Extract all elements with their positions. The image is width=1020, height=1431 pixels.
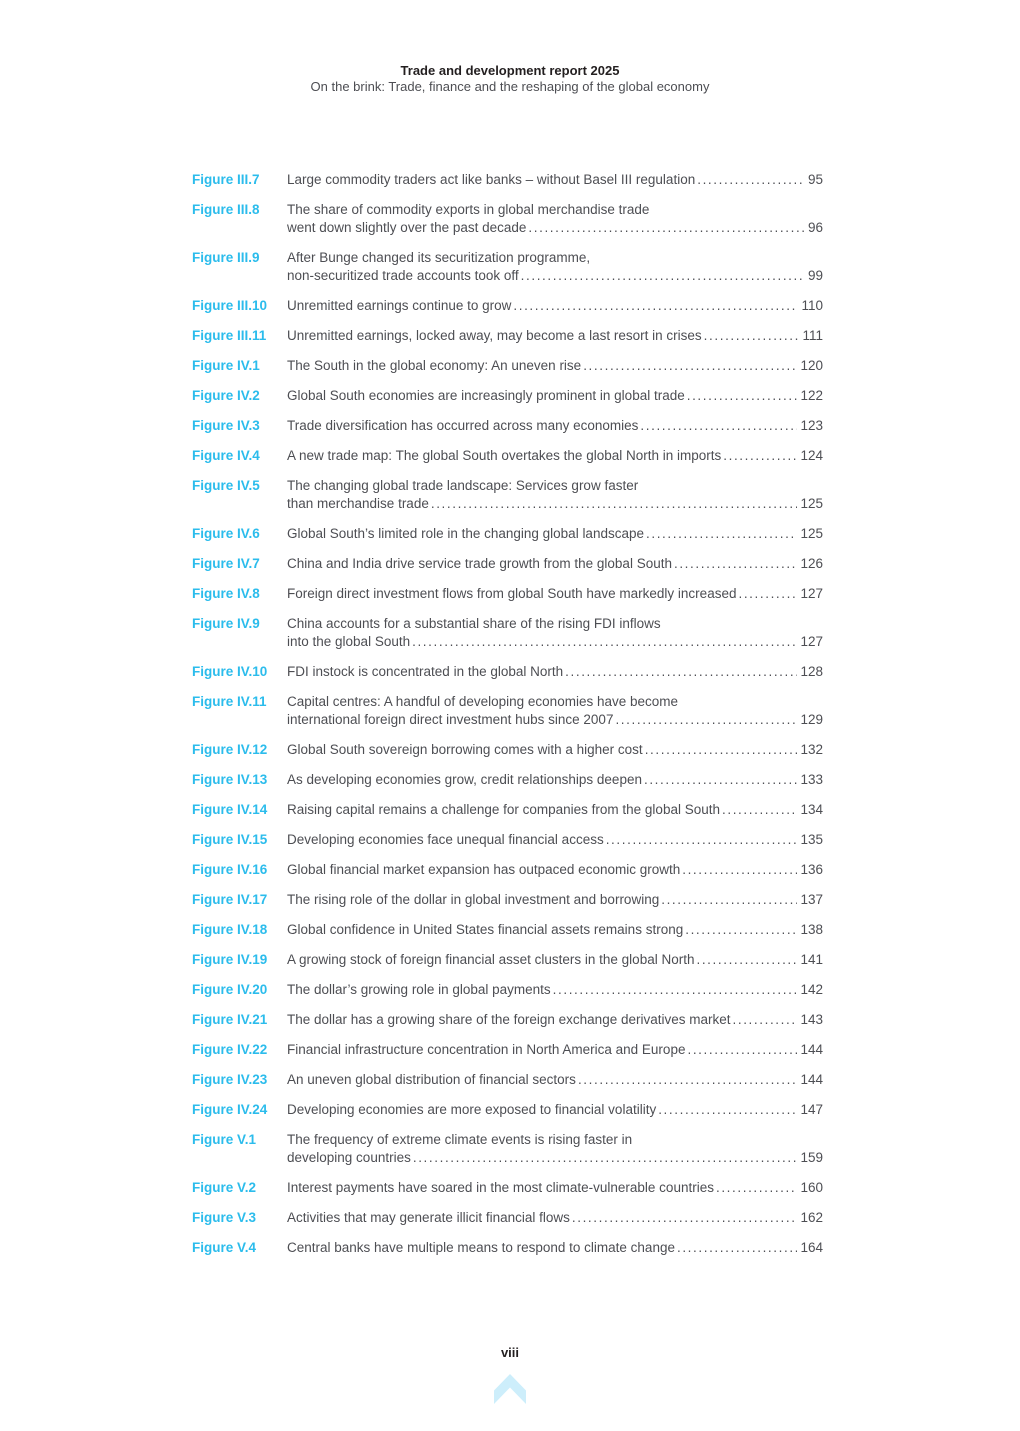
figure-entry-body	[287, 801, 823, 819]
page-ref: 142	[800, 982, 823, 997]
figure-label: Figure IV.8	[192, 586, 260, 601]
figure-entry-body	[287, 771, 823, 789]
figure-title-lastline	[287, 1179, 823, 1197]
figure-label: Figure IV.24	[192, 1102, 268, 1117]
figure-title-lastline	[287, 525, 823, 543]
figure-title-line: Global confidence in United States financial assets remains strong	[287, 922, 684, 937]
figure-title-line: Activities that may generate illicit financial flows	[287, 1210, 570, 1225]
figure-title-line: Developing economies are more exposed to financial volatility	[287, 1102, 657, 1117]
figure-entry-body	[287, 741, 823, 759]
figure-title-lastline	[287, 327, 823, 345]
toc-entry[interactable]	[192, 663, 823, 681]
toc-entry[interactable]	[192, 1179, 823, 1197]
figure-entry-body	[287, 417, 823, 435]
figure-title-line: A new trade map: The global South overtakes the global North in imports	[287, 448, 722, 463]
toc-entry[interactable]	[192, 1071, 823, 1089]
figure-title-line: non-securitized trade accounts took off	[287, 268, 519, 283]
dot-leader	[576, 1071, 798, 1089]
figure-title-lastline	[287, 771, 823, 789]
report-subtitle: On the brink: Trade, finance and the reshaping of the global economy	[310, 79, 710, 94]
figure-title-lastline	[287, 663, 823, 681]
figure-title-line: Raising capital remains a challenge for companies from the global South	[287, 802, 720, 817]
figure-label: Figure IV.11	[192, 694, 267, 709]
figure-title-lastline	[287, 447, 823, 465]
figure-label: Figure IV.6	[192, 526, 260, 541]
figure-entry-body	[287, 951, 823, 969]
dot-leader	[680, 861, 797, 879]
figure-entry-body	[287, 1011, 823, 1029]
figure-entry-body	[287, 831, 823, 849]
figure-title-lastline	[287, 921, 823, 939]
page-ref: 125	[800, 526, 823, 541]
figure-entry-body	[287, 1071, 823, 1089]
toc-entry[interactable]	[192, 771, 823, 789]
dot-leader	[643, 741, 798, 759]
figure-title-line: The dollar has a growing share of the foreign exchange derivatives market	[287, 1012, 731, 1027]
dot-leader	[736, 585, 797, 603]
dot-leader	[638, 417, 797, 435]
figure-title-line: Unremitted earnings continue to grow	[287, 298, 512, 313]
figure-label: Figure IV.10	[192, 664, 268, 679]
figure-title-line: Interest payments have soared in the most climate-vulnerable countries	[287, 1180, 714, 1195]
dot-leader	[604, 831, 798, 849]
figure-label: Figure IV.18	[192, 922, 268, 937]
report-title: Trade and development report 2025	[400, 63, 620, 78]
page-ref: 128	[800, 664, 823, 679]
page-ref: 129	[800, 712, 823, 727]
figure-label: Figure III.7	[192, 172, 260, 187]
dot-leader	[685, 1041, 797, 1059]
figure-entry-body	[287, 249, 823, 285]
page-ref: 133	[800, 772, 823, 787]
figure-title-line: Trade diversification has occurred across many economies	[287, 418, 639, 433]
toc-entry[interactable]	[192, 1209, 823, 1227]
figure-label: Figure IV.12	[192, 742, 268, 757]
toc-entry[interactable]	[192, 447, 823, 465]
figure-entry-body	[287, 1131, 823, 1167]
dot-leader	[410, 633, 797, 651]
toc-entry[interactable]	[192, 417, 823, 435]
dot-leader	[570, 1209, 798, 1227]
figure-title-lastline	[287, 861, 823, 879]
dot-leader	[721, 447, 797, 465]
toc-list	[192, 171, 823, 1269]
page-ref: 141	[800, 952, 823, 967]
figure-title-line: developing countries	[287, 1150, 411, 1165]
figure-title-line: The share of commodity exports in global merchandise trade	[287, 202, 650, 217]
figure-title-line: As developing economies grow, credit relationships deepen	[287, 772, 642, 787]
page-ref: 126	[800, 556, 823, 571]
page-ref: 164	[800, 1240, 823, 1255]
page-ref: 138	[800, 922, 823, 937]
figure-title-line: Central banks have multiple means to respond to climate change	[287, 1240, 675, 1255]
figure-label: Figure IV.4	[192, 448, 260, 463]
figure-entry-body	[287, 171, 823, 189]
figure-title-lastline	[287, 417, 823, 435]
dot-leader	[694, 951, 797, 969]
toc-entry[interactable]	[192, 1041, 823, 1059]
figure-entry-body	[287, 1179, 823, 1197]
page-ref: 120	[800, 358, 823, 373]
figure-title-lastline	[287, 1071, 823, 1089]
toc-entry[interactable]	[192, 1239, 823, 1257]
figure-label: Figure III.11	[192, 328, 267, 343]
page-ref: 144	[800, 1072, 823, 1087]
figure-title-line: An uneven global distribution of financial sectors	[287, 1072, 576, 1087]
page-ref: 144	[800, 1042, 823, 1057]
figure-title-lastline	[287, 1011, 823, 1029]
figure-entry-body	[287, 555, 823, 573]
toc-entry[interactable]	[192, 357, 823, 375]
figure-title-lastline	[287, 297, 823, 315]
figure-entry-body	[287, 447, 823, 465]
page-ref: 160	[800, 1180, 823, 1195]
page-ref: 127	[800, 634, 823, 649]
page-ref: 122	[800, 388, 823, 403]
dot-leader	[642, 771, 798, 789]
page-ref: 136	[800, 862, 823, 877]
figure-title-line: Global financial market expansion has outpaced economic growth	[287, 862, 681, 877]
figure-title-line: Unremitted earnings, locked away, may become a last resort in crises	[287, 328, 702, 343]
figure-title-lastline	[287, 711, 823, 729]
toc-entry[interactable]	[192, 249, 823, 285]
figure-label: Figure IV.17	[192, 892, 268, 907]
page-ref: 137	[800, 892, 823, 907]
figure-title-line: went down slightly over the past decade	[287, 220, 527, 235]
figure-title-line: A growing stock of foreign financial asset clusters in the global North	[287, 952, 695, 967]
page-ref: 127	[800, 586, 823, 601]
figure-title-lastline	[287, 633, 823, 651]
figure-title-lastline	[287, 1149, 823, 1167]
figure-title-lastline	[287, 1209, 823, 1227]
figure-title-line: The South in the global economy: An uneven rise	[287, 358, 582, 373]
page-footer	[0, 1344, 1020, 1362]
toc-entry[interactable]	[192, 861, 823, 879]
figure-label: Figure III.9	[192, 250, 260, 265]
figure-title-line: The frequency of extreme climate events is rising faster in	[287, 1132, 633, 1147]
dot-leader	[702, 327, 800, 345]
dot-leader	[720, 801, 797, 819]
figure-label: Figure IV.16	[192, 862, 268, 877]
figure-label: Figure III.8	[192, 202, 260, 217]
figure-title-line: China accounts for a substantial share of the rising FDI inflows	[287, 616, 661, 631]
figure-label: Figure IV.7	[192, 556, 260, 571]
toc-entry[interactable]	[192, 555, 823, 573]
page-ref: 96	[807, 220, 823, 235]
dot-leader	[511, 297, 798, 315]
figure-label: Figure IV.13	[192, 772, 268, 787]
report-header	[0, 63, 1020, 95]
figure-title-lastline	[287, 357, 823, 375]
figure-title-line: Global South sovereign borrowing comes with a higher cost	[287, 742, 643, 757]
dot-leader	[581, 357, 797, 375]
figure-label: Figure IV.20	[192, 982, 268, 997]
page-ref: 162	[800, 1210, 823, 1225]
figure-title-line: Financial infrastructure concentration in North America and Europe	[287, 1042, 686, 1057]
page-ref: 159	[800, 1150, 823, 1165]
dot-leader	[411, 1149, 798, 1167]
figure-entry-body	[287, 861, 823, 879]
figure-entry-body	[287, 327, 823, 345]
figure-title-line: FDI instock is concentrated in the global North	[287, 664, 564, 679]
figure-title-lastline	[287, 1041, 823, 1059]
figure-entry-body	[287, 1041, 823, 1059]
toc-entry[interactable]	[192, 891, 823, 909]
figure-label: Figure IV.19	[192, 952, 268, 967]
figure-title-line: Large commodity traders act like banks – without Basel III regulation	[287, 172, 696, 187]
figure-entry-body	[287, 663, 823, 681]
figure-label: Figure III.10	[192, 298, 268, 313]
figure-entry-body	[287, 585, 823, 603]
toc-entry[interactable]	[192, 585, 823, 603]
figure-title-lastline	[287, 831, 823, 849]
page-ref: 147	[800, 1102, 823, 1117]
page-ref: 135	[800, 832, 823, 847]
figure-label: Figure IV.3	[192, 418, 260, 433]
dot-leader	[656, 1101, 797, 1119]
figure-title-line: Global South’s limited role in the changing global landscape	[287, 526, 644, 541]
toc-entry[interactable]	[192, 387, 823, 405]
figure-entry-body	[287, 477, 823, 513]
toc-entry[interactable]	[192, 327, 823, 345]
dot-leader	[672, 555, 798, 573]
figure-title-lastline	[287, 981, 823, 999]
figure-entry-body	[287, 693, 823, 729]
figure-entry-body	[287, 357, 823, 375]
toc-entry[interactable]	[192, 171, 823, 189]
figure-entry-body	[287, 615, 823, 651]
figure-entry-body	[287, 921, 823, 939]
dot-leader	[429, 495, 798, 513]
dot-leader	[551, 981, 798, 999]
figure-title-line: The changing global trade landscape: Services grow faster	[287, 478, 639, 493]
figure-title-lastline	[287, 585, 823, 603]
figure-title-lastline	[287, 171, 823, 189]
toc-entry[interactable]	[192, 1131, 823, 1167]
figure-label: Figure V.2	[192, 1180, 257, 1195]
figure-title-line: The dollar’s growing role in global payments	[287, 982, 551, 997]
toc-entry[interactable]	[192, 201, 823, 237]
figure-title-lastline	[287, 495, 823, 513]
figure-label: Figure V.3	[192, 1210, 257, 1225]
page-ref: 134	[800, 802, 823, 817]
figure-entry-body	[287, 525, 823, 543]
figure-entry-body	[287, 201, 823, 237]
toc-entry[interactable]	[192, 297, 823, 315]
figure-title-lastline	[287, 219, 823, 237]
dot-leader	[714, 1179, 798, 1197]
page-ref: 125	[800, 496, 823, 511]
page-ref: 123	[800, 418, 823, 433]
page-ref: 110	[801, 298, 823, 313]
figure-title-line: into the global South	[287, 634, 411, 649]
figure-label: Figure IV.5	[192, 478, 260, 493]
page-ref: 143	[800, 1012, 823, 1027]
dot-leader	[683, 921, 797, 939]
figure-entry-body	[287, 297, 823, 315]
toc-entry[interactable]	[192, 741, 823, 759]
figure-title-lastline	[287, 267, 823, 285]
figure-entry-body	[287, 891, 823, 909]
toc-entry[interactable]	[192, 1011, 823, 1029]
figure-label: Figure IV.14	[192, 802, 268, 817]
toc-entry[interactable]	[192, 951, 823, 969]
figure-label: Figure IV.1	[192, 358, 260, 373]
figure-title-lastline	[287, 1239, 823, 1257]
figure-title-line: Global South economies are increasingly prominent in global trade	[287, 388, 685, 403]
figure-title-lastline	[287, 555, 823, 573]
dot-leader	[675, 1239, 798, 1257]
dot-leader	[526, 219, 805, 237]
dot-leader	[685, 387, 798, 405]
figure-title-line: than merchandise trade	[287, 496, 429, 511]
figure-title-line: Developing economies face unequal financial access	[287, 832, 604, 847]
toc-entry[interactable]	[192, 831, 823, 849]
figure-entry-body	[287, 387, 823, 405]
folio-page-number: viii	[500, 1345, 520, 1360]
dot-leader	[644, 525, 797, 543]
figure-entry-body	[287, 1209, 823, 1227]
figure-title-line: international foreign direct investment hubs since 2007	[287, 712, 614, 727]
page-ref: 111	[802, 328, 823, 343]
page-ref: 132	[800, 742, 823, 757]
figure-title-lastline	[287, 801, 823, 819]
toc-entry[interactable]	[192, 525, 823, 543]
dot-leader	[731, 1011, 798, 1029]
figure-label: Figure IV.9	[192, 616, 260, 631]
figure-entry-body	[287, 981, 823, 999]
figure-label: Figure V.4	[192, 1240, 257, 1255]
page-ref: 99	[807, 268, 823, 283]
figure-title-line: The rising role of the dollar in global investment and borrowing	[287, 892, 660, 907]
figure-title-line: Capital centres: A handful of developing economies have become	[287, 694, 679, 709]
dot-leader	[659, 891, 797, 909]
dot-leader	[613, 711, 797, 729]
figure-title-line: China and India drive service trade growth from the global South	[287, 556, 672, 571]
figure-entry-body	[287, 1239, 823, 1257]
page-ref: 95	[807, 172, 823, 187]
page-ref: 124	[800, 448, 823, 463]
figure-title-lastline	[287, 387, 823, 405]
figure-title-lastline	[287, 1101, 823, 1119]
toc-entry[interactable]	[192, 981, 823, 999]
figure-label: Figure V.1	[192, 1132, 257, 1147]
figure-title-lastline	[287, 951, 823, 969]
toc-entry[interactable]	[192, 477, 823, 513]
dot-leader	[563, 663, 797, 681]
toc-entry[interactable]	[192, 615, 823, 651]
toc-entry[interactable]	[192, 801, 823, 819]
dot-leader	[695, 171, 805, 189]
toc-entry[interactable]	[192, 1101, 823, 1119]
figure-label: Figure IV.22	[192, 1042, 268, 1057]
figure-label: Figure IV.23	[192, 1072, 268, 1087]
figure-label: Figure IV.21	[192, 1012, 268, 1027]
figure-entry-body	[287, 1101, 823, 1119]
figure-label: Figure IV.15	[192, 832, 268, 847]
toc-entry[interactable]	[192, 921, 823, 939]
toc-entry[interactable]	[192, 693, 823, 729]
figure-label: Figure IV.2	[192, 388, 260, 403]
figure-title-lastline	[287, 741, 823, 759]
figure-title-line: Foreign direct investment flows from global South have markedly increased	[287, 586, 737, 601]
chevron-up-logo-icon	[494, 1374, 526, 1404]
figure-title-lastline	[287, 891, 823, 909]
figure-title-line: After Bunge changed its securitization programme,	[287, 250, 591, 265]
dot-leader	[519, 267, 805, 285]
